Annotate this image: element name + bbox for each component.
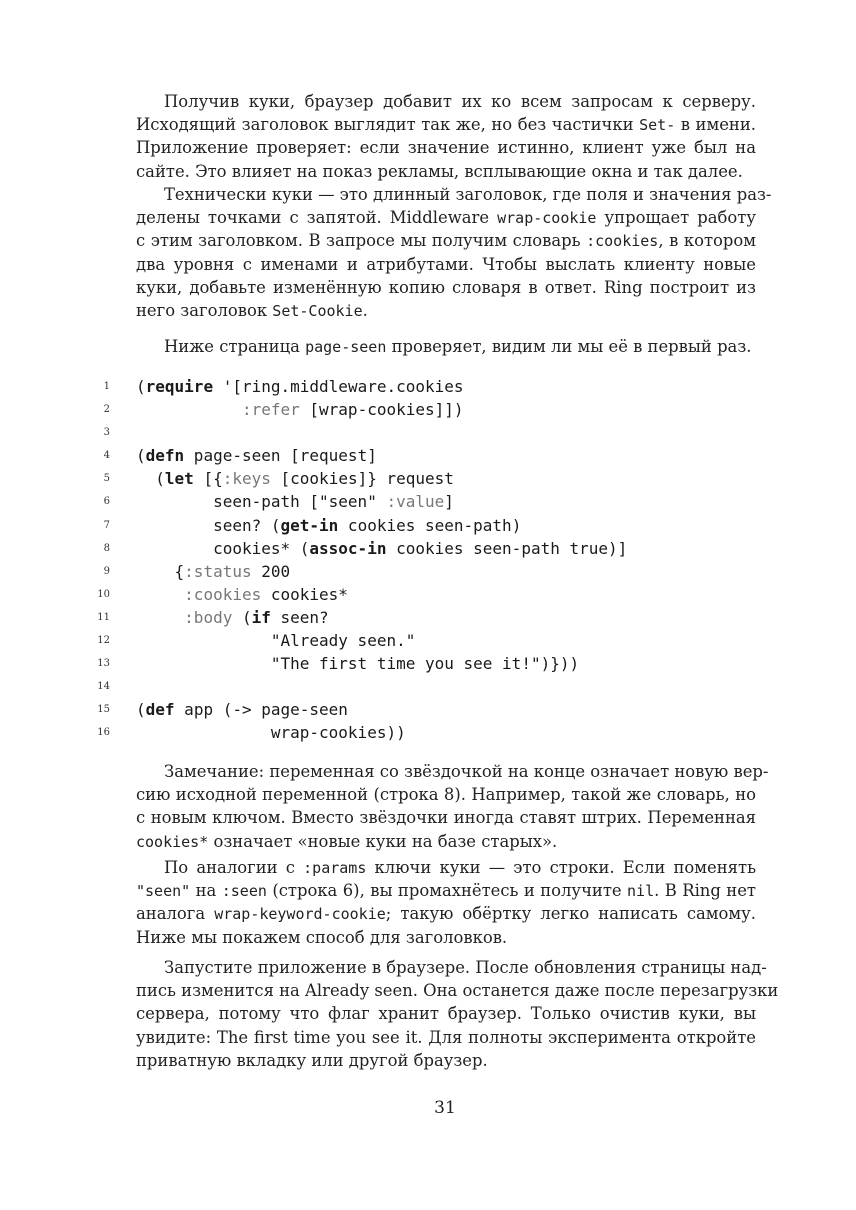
text-run: , в котором bbox=[658, 231, 756, 251]
line-number: 12 bbox=[97, 635, 110, 647]
code-token: [cookies]} request bbox=[270, 469, 454, 489]
text-run: в имени. bbox=[675, 115, 756, 135]
text-line bbox=[136, 253, 756, 276]
text-line bbox=[136, 299, 756, 322]
code-keyword-arg: :cookies bbox=[184, 584, 262, 604]
code-token: app (-> page-seen bbox=[174, 700, 348, 720]
text-run: Исходящий заголовок выглядит так же, но без частички bbox=[136, 115, 640, 135]
text-run: . bbox=[362, 300, 368, 320]
code-line bbox=[96, 444, 776, 467]
text-line bbox=[136, 335, 756, 358]
code-token: cookies seen-path) bbox=[338, 515, 522, 535]
code-token: { bbox=[136, 561, 185, 581]
paragraph-cookie-header bbox=[136, 183, 772, 322]
code-token: cookies* bbox=[261, 584, 348, 604]
text-line bbox=[136, 160, 756, 183]
code-source bbox=[136, 444, 377, 467]
text-line bbox=[136, 783, 756, 806]
code-token bbox=[136, 585, 184, 604]
code-source bbox=[136, 398, 464, 421]
text-run: Технически куки — это длинный заголовок, где поля и значения раз- bbox=[164, 185, 772, 204]
text-run: приватную вкладку или другой браузер. bbox=[136, 1050, 488, 1070]
code-token: ( bbox=[136, 377, 146, 396]
text-line bbox=[136, 1049, 756, 1072]
code-source bbox=[136, 490, 454, 513]
code-token: ( bbox=[232, 607, 252, 627]
text-run: Ниже страница bbox=[164, 337, 306, 356]
line-number: 5 bbox=[103, 473, 110, 485]
inline-code: wrap-cookie bbox=[497, 209, 597, 228]
text-run: По аналогии с bbox=[164, 858, 304, 877]
page-number: 31 bbox=[434, 1098, 456, 1118]
inline-code: Set-Cookie bbox=[272, 301, 363, 320]
text-run: сервера, потому что флаг хранит браузер. Только очистив куки, вы bbox=[136, 1004, 756, 1024]
text-run: делены точками с запятой. Middleware bbox=[136, 208, 498, 228]
code-token: cookies seen-path true)] bbox=[386, 538, 628, 558]
text-line bbox=[136, 806, 756, 829]
code-token: [{ bbox=[193, 469, 223, 489]
code-token: ( bbox=[136, 700, 146, 720]
text-run: Получив куки, браузер добавит их ко всем запросам к серверу. bbox=[164, 92, 756, 111]
line-number: 4 bbox=[103, 450, 110, 462]
inline-code: cookies* bbox=[136, 832, 209, 851]
paragraph-run-app bbox=[136, 956, 779, 1072]
code-keyword: let bbox=[164, 469, 194, 489]
inline-code: :cookies bbox=[586, 232, 659, 251]
code-keyword-arg: :refer bbox=[241, 400, 300, 420]
code-keyword: get-in bbox=[280, 515, 339, 535]
text-line bbox=[136, 90, 756, 113]
paragraph-cookies-intro bbox=[136, 90, 756, 183]
code-line bbox=[96, 421, 776, 444]
code-source bbox=[136, 629, 415, 652]
code-source bbox=[136, 537, 627, 560]
code-token bbox=[136, 608, 184, 627]
code-line bbox=[96, 606, 776, 629]
code-token: ] bbox=[444, 492, 454, 512]
line-number: 7 bbox=[103, 519, 110, 531]
code-token: '[ring.middleware.cookies bbox=[213, 377, 464, 396]
code-keyword-arg: :keys bbox=[222, 469, 271, 489]
line-number: 13 bbox=[97, 658, 110, 670]
text-line bbox=[136, 879, 756, 902]
code-token: 200 bbox=[251, 561, 291, 581]
text-line bbox=[136, 183, 772, 206]
text-line bbox=[136, 830, 756, 853]
inline-code: "seen" bbox=[136, 882, 191, 901]
text-run: пись изменится на Already seen. Она останется даже после перезагрузки bbox=[136, 981, 779, 1001]
code-token: seen? ( bbox=[136, 515, 281, 535]
text-line bbox=[136, 1026, 756, 1049]
code-line bbox=[96, 652, 776, 675]
code-source bbox=[136, 698, 348, 721]
inline-code: :seen bbox=[221, 882, 267, 901]
code-source bbox=[136, 721, 406, 744]
text-run: ключи куки — это строки. Если поменять bbox=[366, 858, 756, 877]
line-number: 14 bbox=[97, 681, 110, 693]
text-run: Замечание: переменная со звёздочкой на конце означает новую вер- bbox=[164, 762, 769, 781]
text-line bbox=[136, 979, 779, 1002]
text-run: с этим заголовком. В запросе мы получим словарь bbox=[136, 231, 587, 251]
text-line bbox=[136, 926, 756, 949]
text-line bbox=[136, 136, 756, 159]
text-run: проверяет, видим ли мы её в первый раз. bbox=[386, 337, 752, 356]
text-run: упрощает работу bbox=[596, 208, 756, 228]
text-run: ; такую обёртку легко написать самому. bbox=[385, 904, 756, 924]
text-run: Ниже мы покажем способ для заголовков. bbox=[136, 927, 508, 947]
code-token: cookies* ( bbox=[136, 538, 310, 558]
code-line bbox=[96, 583, 776, 606]
text-run: него заголовок bbox=[136, 300, 273, 320]
text-run: увидите: The first time you see it. Для полноты эксперимента откройте bbox=[136, 1027, 756, 1047]
code-source bbox=[136, 606, 329, 629]
code-source bbox=[136, 560, 290, 583]
text-run: означает «новые куки на базе старых». bbox=[208, 831, 558, 851]
line-number: 2 bbox=[103, 404, 110, 416]
paragraph-asterisk-note bbox=[136, 760, 769, 853]
code-token: ( bbox=[136, 446, 146, 466]
line-number: 15 bbox=[97, 704, 110, 716]
text-line bbox=[136, 276, 756, 299]
inline-code: :params bbox=[303, 859, 367, 877]
code-line bbox=[96, 698, 776, 721]
paragraph-string-keys bbox=[136, 856, 756, 949]
code-source bbox=[136, 375, 464, 398]
inline-code: nil bbox=[627, 882, 655, 901]
code-keyword: defn bbox=[145, 446, 185, 466]
code-line bbox=[96, 490, 776, 513]
code-line bbox=[96, 375, 776, 398]
code-token: "Already seen." bbox=[136, 631, 416, 651]
code-token bbox=[136, 400, 242, 419]
code-line bbox=[96, 467, 776, 490]
text-run: сию исходной переменной (строка 8). Например, такой же словарь, но bbox=[136, 785, 756, 805]
text-run: на bbox=[190, 881, 222, 901]
code-line bbox=[96, 721, 776, 744]
line-number: 1 bbox=[103, 381, 110, 392]
code-token: seen-path ["seen" bbox=[136, 492, 387, 512]
inline-code: page-seen bbox=[305, 338, 387, 356]
code-source bbox=[136, 583, 348, 606]
text-run: аналога bbox=[136, 904, 215, 924]
line-number: 16 bbox=[97, 727, 110, 739]
text-line bbox=[136, 856, 756, 879]
code-keyword: require bbox=[145, 377, 214, 396]
text-run: два уровня с именами и атрибутами. Чтобы выслать клиенту новые bbox=[136, 254, 756, 274]
text-run: (строка 6), вы промахнётесь и получите bbox=[266, 881, 628, 901]
code-line bbox=[96, 675, 776, 698]
code-line bbox=[96, 537, 776, 560]
text-run: куки, добавьте изменённую копию словаря в ответ. Ring построит из bbox=[136, 277, 756, 297]
text-line bbox=[136, 229, 756, 252]
text-run: с новым ключом. Вместо звёздочки иногда ставят штрих. Переменная bbox=[136, 808, 756, 828]
text-run: сайте. Это влияет на показ рекламы, всплывающие окна и так далее. bbox=[136, 161, 743, 181]
code-line bbox=[96, 560, 776, 583]
paragraph-page-seen-intro bbox=[136, 335, 756, 358]
line-number: 9 bbox=[103, 565, 110, 577]
text-run: Приложение проверяет: если значение истинно, клиент уже был на bbox=[136, 138, 756, 158]
text-line bbox=[136, 760, 769, 783]
text-run: Запустите приложение в браузере. После обновления страницы над- bbox=[164, 958, 767, 977]
line-number: 6 bbox=[103, 496, 110, 508]
code-keyword: def bbox=[145, 700, 175, 720]
code-line bbox=[96, 398, 776, 421]
text-line bbox=[136, 902, 756, 925]
code-token: page-seen [request] bbox=[184, 446, 377, 466]
code-listing bbox=[96, 375, 776, 745]
code-line bbox=[96, 514, 776, 537]
code-line bbox=[96, 629, 776, 652]
code-keyword: assoc-in bbox=[309, 538, 387, 558]
code-keyword-arg: :body bbox=[184, 607, 233, 627]
code-source bbox=[136, 467, 454, 490]
text-run: . В Ring нет bbox=[654, 881, 756, 901]
code-token: "The first time you see it!")})) bbox=[136, 654, 580, 674]
line-number: 3 bbox=[103, 427, 110, 439]
line-number: 8 bbox=[103, 542, 110, 554]
code-keyword-arg: :status bbox=[184, 561, 252, 581]
line-number: 11 bbox=[97, 611, 110, 623]
code-keyword-arg: :value bbox=[386, 492, 445, 512]
code-token: wrap-cookies)) bbox=[136, 723, 406, 743]
code-keyword: if bbox=[251, 607, 271, 627]
code-token: ( bbox=[136, 469, 165, 489]
text-line bbox=[136, 206, 756, 229]
text-line bbox=[136, 113, 756, 136]
code-source bbox=[136, 514, 521, 537]
text-line bbox=[136, 956, 767, 979]
text-line bbox=[136, 1002, 756, 1025]
code-token: [wrap-cookies]]) bbox=[299, 400, 464, 420]
inline-code: wrap-keyword-cookie bbox=[214, 905, 386, 924]
code-token: seen? bbox=[270, 607, 329, 627]
inline-code: Set- bbox=[639, 116, 676, 135]
line-number: 10 bbox=[97, 588, 110, 600]
code-source bbox=[136, 652, 579, 675]
